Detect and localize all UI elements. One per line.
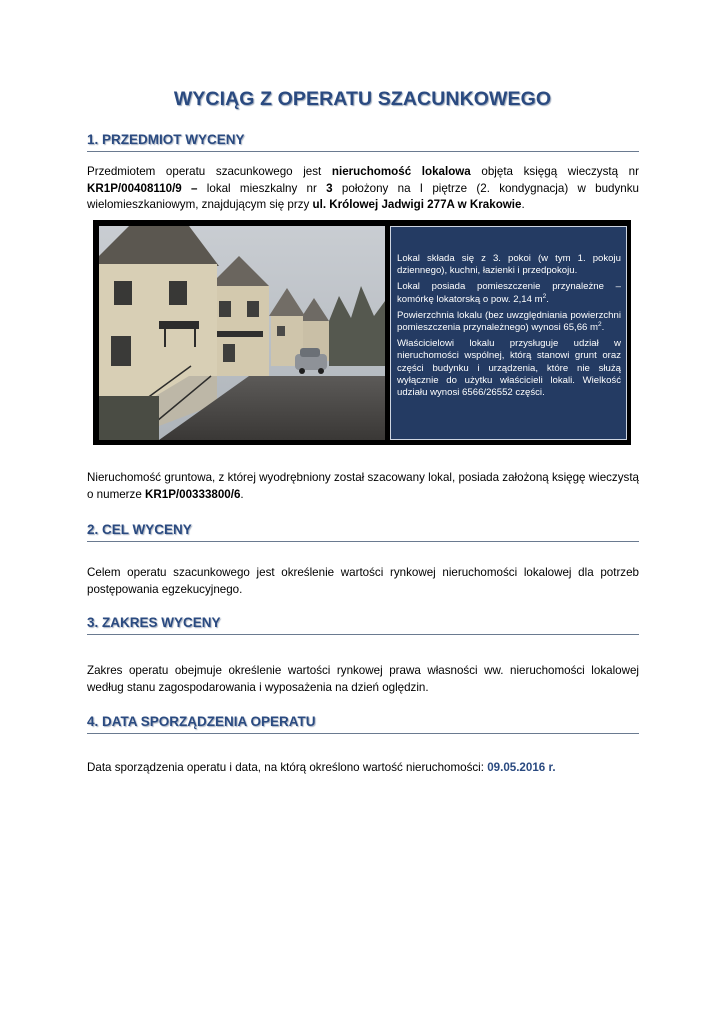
scope-paragraph: Zakres operatu obejmuje określenie wartości rynkowej prawa własności ww. nieruchomości lokalowej według stanu zagospodarowania i wyposażenia na dzień oględzin. xyxy=(87,664,639,694)
info-area-end: . xyxy=(601,322,605,334)
land-register-number: KR1P/00333800/6 xyxy=(145,487,241,501)
building-photo xyxy=(99,226,385,440)
text-run: Nieruchomość gruntowa, z której wyodrębniony został szacowany lokal, posiada założoną księgę wieczystą o numerze xyxy=(87,471,639,501)
date-label: Data sporządzenia operatu i data, na którą określono wartość nieruchomości: xyxy=(87,761,488,774)
section-heading-data: 4. DATA SPORZĄDZENIA OPERATU xyxy=(87,714,639,734)
date-paragraph xyxy=(87,760,639,777)
info-storage xyxy=(397,281,621,305)
building-photo-image xyxy=(99,226,385,440)
info-area xyxy=(397,310,621,334)
info-rooms: Lokal składa się z 3. pokoi (w tym 1. pokoju dziennego), kuchni, łazienki i przedpokoju. xyxy=(397,253,621,277)
subject-paragraph xyxy=(87,164,639,214)
property-info-box xyxy=(390,226,627,440)
unit-number: 3 xyxy=(326,181,333,195)
address: ul. Królowej Jadwigi 277A w Krakowie xyxy=(312,198,522,211)
info-storage-text: Lokal posiada pomieszczenie przynależne – komórkę lokatorską o pow. 2,14 m xyxy=(397,281,621,305)
info-storage-end: . xyxy=(546,293,549,305)
section-heading-przedmiot: 1. PRZEDMIOT WYCENY xyxy=(87,132,639,152)
text-run: Przedmiotem operatu szacunkowego jest xyxy=(87,165,332,178)
section-heading-zakres: 3. ZAKRES WYCENY xyxy=(87,615,639,635)
text-run: . xyxy=(240,487,244,501)
purpose-paragraph: Celem operatu szacunkowego jest określenie wartości rynkowej nieruchomości lokalowej dla potrzeb postępowania egzekucyjnego. xyxy=(87,566,639,596)
unit-superscript: 2 xyxy=(598,321,602,329)
info-area-text: Powierzchnia lokalu (bez uwzględniania powierzchni pomieszczenia przynależnego) wynosi 65,66 m xyxy=(397,309,621,334)
text-run: objęta księgą wieczystą nr xyxy=(470,165,639,178)
text-run: . xyxy=(521,198,525,211)
property-type: nieruchomość lokalowa xyxy=(331,165,471,178)
land-register-paragraph xyxy=(87,470,639,503)
unit-superscript: 2 xyxy=(542,292,547,300)
info-share: Właścicielowi lokalu przysługuje udział w nieruchomości wspólnej, którą stanowi grunt oraz części budynku i urządzenia, które nie służą wyłącznie do użytku właścicieli lokali. Wielkość udziału wynosi 6566/26552 części. xyxy=(397,338,621,399)
section-heading-cel: 2. CEL WYCENY xyxy=(87,522,639,542)
land-register-number: KR1P/00408110/9 – xyxy=(87,181,198,195)
text-run: położony na I piętrze (2. kondygnacja) w budynku wielomieszkaniowym, znajdującym się przy xyxy=(87,181,639,211)
text-run: lokal mieszkalny nr xyxy=(197,181,327,195)
property-figure xyxy=(93,220,631,445)
document-title: WYCIĄG Z OPERATU SZACUNKOWEGO xyxy=(173,88,552,110)
valuation-date: 09.05.2016 r. xyxy=(487,761,556,774)
